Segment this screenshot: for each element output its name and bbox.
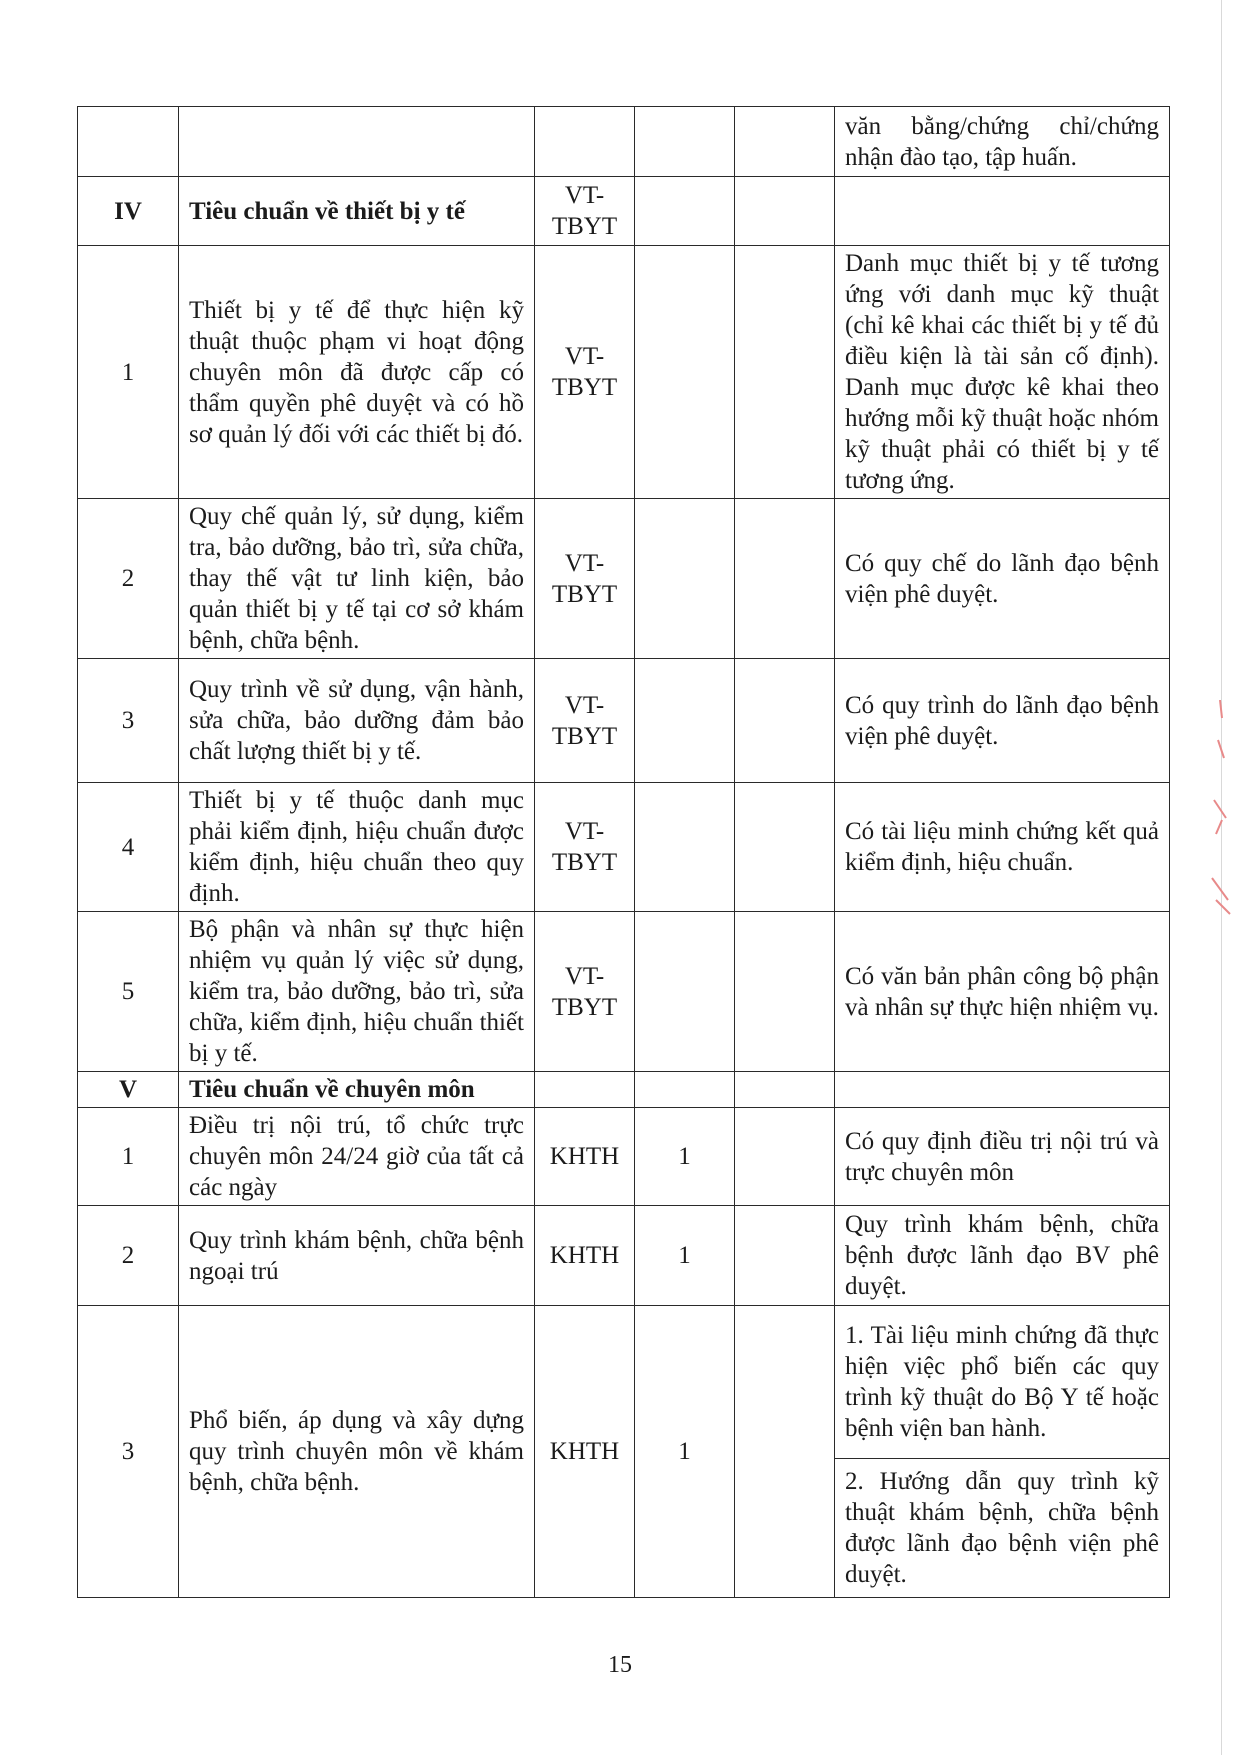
- evidence-text: Quy trình khám bệnh, chữa bệnh được lãnh đạo BV phê duyệt.: [835, 1206, 1170, 1306]
- empty-cell: [735, 1206, 835, 1306]
- score: [635, 912, 735, 1072]
- score: 1: [635, 1206, 735, 1306]
- row-number: 2: [78, 1206, 179, 1306]
- score: [635, 659, 735, 783]
- empty-cell: [735, 177, 835, 246]
- responsible-unit: KHTH: [535, 1206, 635, 1306]
- row-number: 5: [78, 912, 179, 1072]
- score: [635, 246, 735, 499]
- row-number: [78, 107, 179, 177]
- responsible-unit: VT-TBYT: [535, 246, 635, 499]
- criterion-text: Quy chế quản lý, sử dụng, kiểm tra, bảo dưỡng, bảo trì, sửa chữa, thay thế vật tư linh kiện, bảo quản thiết bị y tế tại cơ sở khám bệnh, chữa bệnh.: [179, 499, 535, 659]
- evidence-text: 1. Tài liệu minh chứng đã thực hiện việc phổ biến các quy trình kỹ thuật do Bộ Y tế hoặc bệnh viện ban hành.: [835, 1306, 1170, 1459]
- empty-cell: [735, 659, 835, 783]
- row-number: 3: [78, 1306, 179, 1598]
- evidence-text: Có tài liệu minh chứng kết quả kiểm định, hiệu chuẩn.: [835, 783, 1170, 912]
- responsible-unit: VT-TBYT: [535, 177, 635, 246]
- section-title: Tiêu chuẩn về chuyên môn: [179, 1072, 535, 1108]
- responsible-unit: [535, 1072, 635, 1108]
- responsible-unit: KHTH: [535, 1306, 635, 1598]
- section-number: IV: [78, 177, 179, 246]
- criterion-text: Bộ phận và nhân sự thực hiện nhiệm vụ quản lý việc sử dụng, kiểm tra, bảo dưỡng, bảo trì, sửa chữa, kiểm định, hiệu chuẩn thiết bị y tế.: [179, 912, 535, 1072]
- empty-cell: [735, 1306, 835, 1598]
- criterion-text: Quy trình về sử dụng, vận hành, sửa chữa, bảo dưỡng đảm bảo chất lượng thiết bị y tế.: [179, 659, 535, 783]
- criteria-table: [77, 106, 1170, 1598]
- row-number: 4: [78, 783, 179, 912]
- criterion-text: Thiết bị y tế thuộc danh mục phải kiểm định, hiệu chuẩn được kiểm định, hiệu chuẩn theo quy định.: [179, 783, 535, 912]
- score: [635, 783, 735, 912]
- empty-cell: [735, 499, 835, 659]
- page-number: 15: [608, 1652, 632, 1678]
- table-row: [78, 912, 1170, 1072]
- responsible-unit: KHTH: [535, 1108, 635, 1206]
- score: [635, 107, 735, 177]
- margin-pen-marks: [1208, 700, 1232, 920]
- section-heading-row: [78, 1072, 1170, 1108]
- evidence-text: Danh mục thiết bị y tế tương ứng với danh mục kỹ thuật (chỉ kê khai các thiết bị y tế đủ điều kiện là tài sản cố định). Danh mục được kê khai theo hướng mỗi kỹ thuật hoặc nhóm kỹ thuật phải có thiết bị y tế tương ứng.: [835, 246, 1170, 499]
- evidence-text: 2. Hướng dẫn quy trình kỹ thuật khám bệnh, chữa bệnh được lãnh đạo bệnh viện phê duyệt.: [835, 1459, 1170, 1598]
- row-number: 1: [78, 246, 179, 499]
- section-number: V: [78, 1072, 179, 1108]
- row-number: 2: [78, 499, 179, 659]
- row-number: 1: [78, 1108, 179, 1206]
- responsible-unit: VT-TBYT: [535, 912, 635, 1072]
- table-row: [78, 1108, 1170, 1206]
- evidence-text: [835, 177, 1170, 246]
- table-row: [78, 107, 1170, 177]
- evidence-text: văn bằng/chứng chỉ/chứng nhận đào tạo, tập huấn.: [835, 107, 1170, 177]
- responsible-unit: VT-TBYT: [535, 783, 635, 912]
- table-row: [78, 1306, 1170, 1459]
- empty-cell: [735, 1072, 835, 1108]
- score: 1: [635, 1108, 735, 1206]
- evidence-text: Có quy trình do lãnh đạo bệnh viện phê duyệt.: [835, 659, 1170, 783]
- criterion-text: Quy trình khám bệnh, chữa bệnh ngoại trú: [179, 1206, 535, 1306]
- score: 1: [635, 1306, 735, 1598]
- row-number: 3: [78, 659, 179, 783]
- responsible-unit: VT-TBYT: [535, 659, 635, 783]
- criterion-text: Phổ biến, áp dụng và xây dựng quy trình chuyên môn về khám bệnh, chữa bệnh.: [179, 1306, 535, 1598]
- criterion-text: Thiết bị y tế để thực hiện kỹ thuật thuộc phạm vi hoạt động chuyên môn đã được cấp có thẩm quyền phê duyệt và có hồ sơ quản lý đối với các thiết bị đó.: [179, 246, 535, 499]
- empty-cell: [735, 107, 835, 177]
- table-row: [78, 246, 1170, 499]
- responsible-unit: [535, 107, 635, 177]
- responsible-unit: VT-TBYT: [535, 499, 635, 659]
- section-heading-row: [78, 177, 1170, 246]
- score: [635, 499, 735, 659]
- empty-cell: [735, 1108, 835, 1206]
- empty-cell: [735, 783, 835, 912]
- table-row: [78, 659, 1170, 783]
- criterion-text: Điều trị nội trú, tổ chức trực chuyên môn 24/24 giờ của tất cả các ngày: [179, 1108, 535, 1206]
- table-row: [78, 783, 1170, 912]
- section-title: Tiêu chuẩn về thiết bị y tế: [179, 177, 535, 246]
- table-row: [78, 1206, 1170, 1306]
- evidence-text: [835, 1072, 1170, 1108]
- evidence-text: Có quy định điều trị nội trú và trực chuyên môn: [835, 1108, 1170, 1206]
- score: [635, 1072, 735, 1108]
- empty-cell: [735, 246, 835, 499]
- criterion-text: [179, 107, 535, 177]
- evidence-text: Có văn bản phân công bộ phận và nhân sự thực hiện nhiệm vụ.: [835, 912, 1170, 1072]
- empty-cell: [735, 912, 835, 1072]
- score: [635, 177, 735, 246]
- evidence-text: Có quy chế do lãnh đạo bệnh viện phê duyệt.: [835, 499, 1170, 659]
- table-row: [78, 499, 1170, 659]
